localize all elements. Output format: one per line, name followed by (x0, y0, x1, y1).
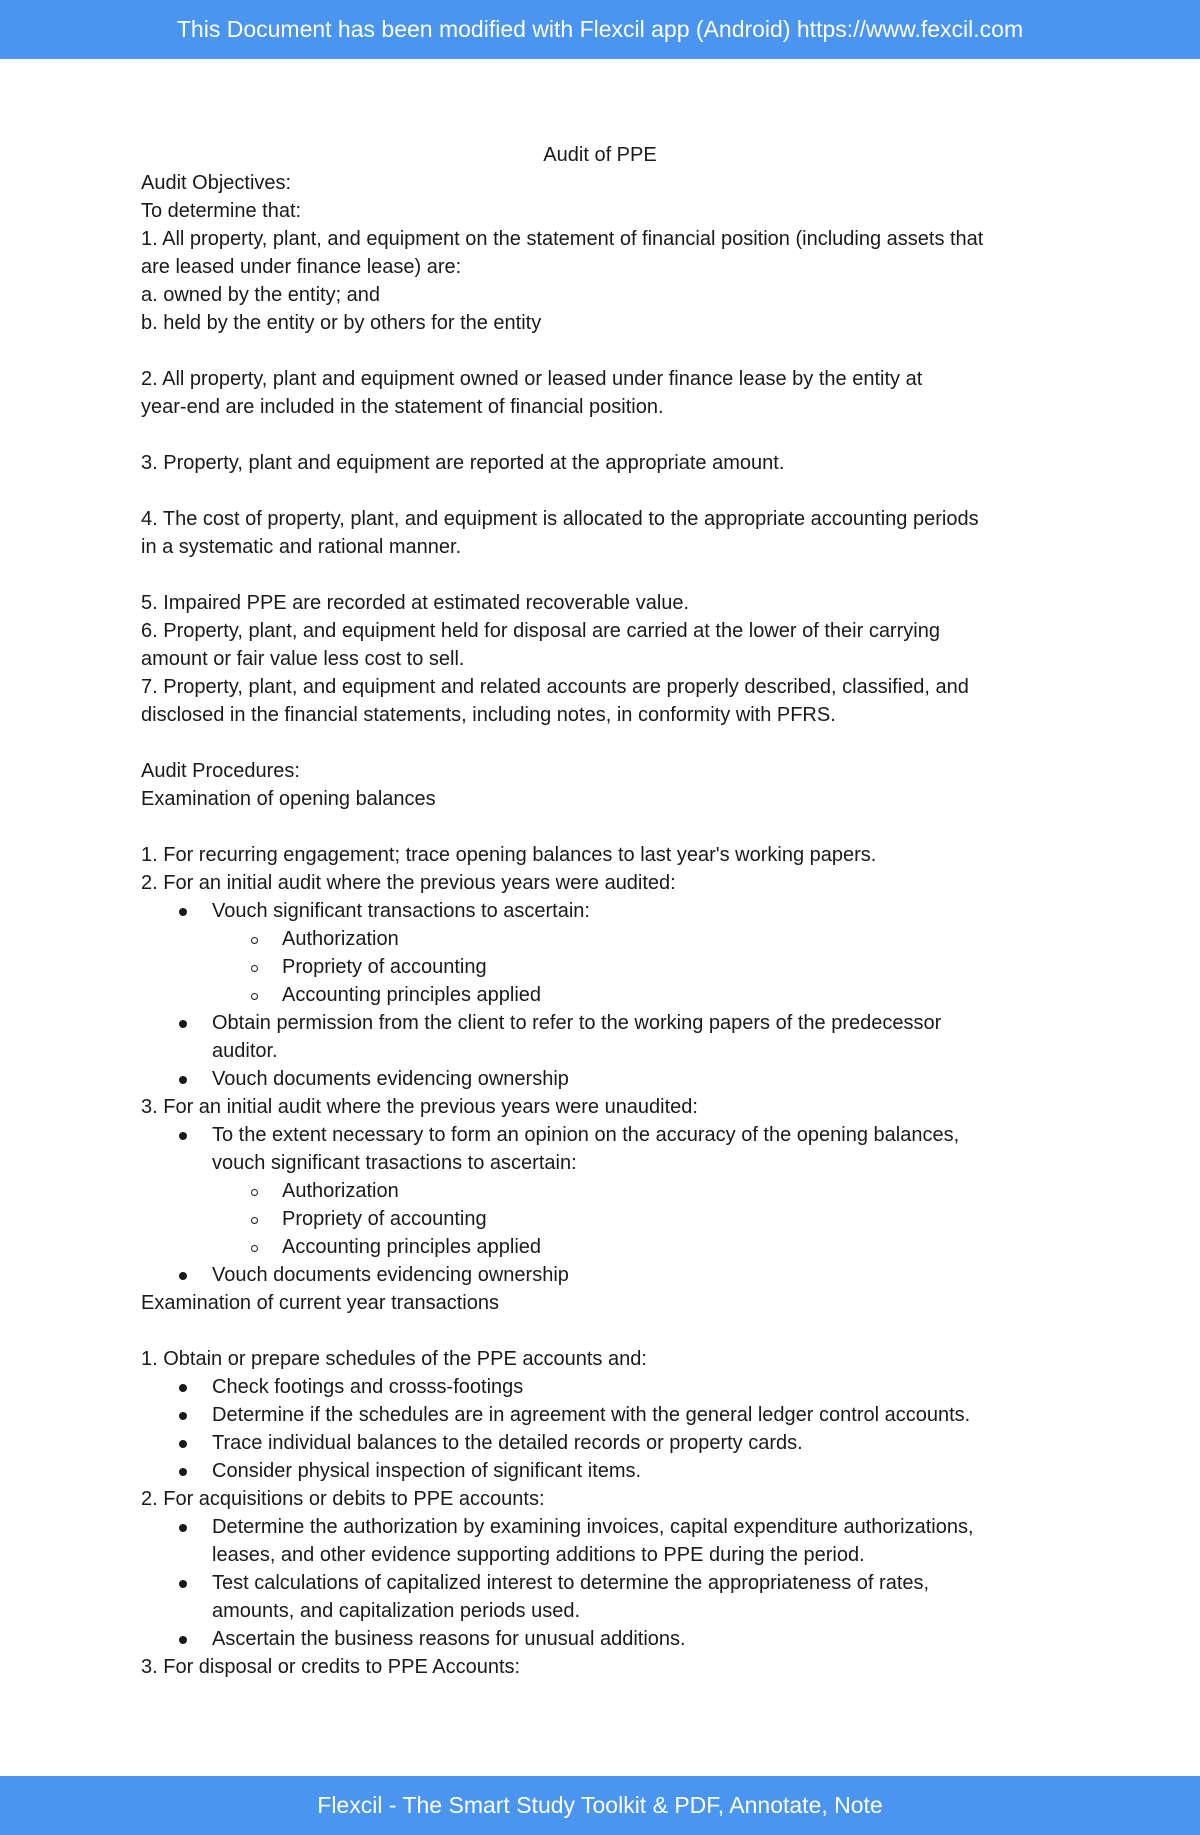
spacer (141, 421, 1061, 449)
objective-1-line-1: 1. All property, plant, and equipment on the statement of financial position (including assets that (141, 228, 984, 250)
list-item: Propriety of accounting (141, 1205, 1061, 1233)
objective-6-line-2: amount or fair value less cost to sell. (141, 648, 465, 670)
objective-1-a: a. owned by the entity; and (141, 284, 381, 306)
document-body (141, 141, 1061, 1681)
current-step-2: 2. For acquisitions or debits to PPE accounts: (141, 1488, 545, 1510)
list-item: Vouch documents evidencing ownership (141, 1065, 1061, 1093)
spacer (141, 729, 1061, 757)
list-item-line-1: Determine the authorization by examining invoices, capital expenditure authorizations, (212, 1516, 974, 1538)
list-item (141, 1121, 1061, 1177)
objective-4-line-2: in a systematic and rational manner. (141, 536, 462, 558)
objective-2-line-2: year-end are included in the statement of financial position. (141, 396, 664, 418)
objectives-intro: To determine that: (141, 200, 302, 222)
current-step-1: 1. Obtain or prepare schedules of the PPE accounts and: (141, 1348, 647, 1370)
list-item (141, 1513, 1061, 1569)
opening-step-3: 3. For an initial audit where the previous years were unaudited: (141, 1096, 698, 1118)
objective-3: 3. Property, plant and equipment are reported at the appropriate amount. (141, 452, 785, 474)
bottom-watermark-banner: Flexcil - The Smart Study Toolkit & PDF, Annotate, Note (0, 1776, 1200, 1835)
list-item-line-2: amounts, and capitalization periods used. (212, 1600, 581, 1622)
current-year-heading: Examination of current year transactions (141, 1292, 499, 1314)
procedures-heading: Audit Procedures: (141, 760, 300, 782)
top-watermark-banner: This Document has been modified with Flexcil app (Android) https://www.fexcil.com (0, 0, 1200, 59)
list-item (141, 1009, 1061, 1065)
opening-balances-heading: Examination of opening balances (141, 788, 436, 810)
list-item: Accounting principles applied (141, 1233, 1061, 1261)
objective-1-line-2: are leased under finance lease) are: (141, 256, 462, 278)
objectives-heading: Audit Objectives: (141, 172, 292, 194)
objective-5: 5. Impaired PPE are recorded at estimated recoverable value. (141, 592, 690, 614)
spacer (141, 561, 1061, 589)
objective-2-line-1: 2. All property, plant and equipment owned or leased under finance lease by the entity at (141, 368, 923, 390)
current-step-3: 3. For disposal or credits to PPE Accounts: (141, 1656, 521, 1678)
list-item-line-1: To the extent necessary to form an opinion on the accuracy of the opening balances, (212, 1124, 960, 1146)
spacer (141, 1317, 1061, 1345)
list-item-line-1: Test calculations of capitalized interest to determine the appropriateness of rates, (212, 1572, 930, 1594)
objective-7-line-2: disclosed in the financial statements, including notes, in conformity with PFRS. (141, 704, 836, 726)
list-item: Ascertain the business reasons for unusual additions. (141, 1625, 1061, 1653)
opening-step-2: 2. For an initial audit where the previous years were audited: (141, 872, 676, 894)
list-item: Authorization (141, 1177, 1061, 1205)
list-item: Determine if the schedules are in agreement with the general ledger control accounts. (141, 1401, 1061, 1429)
list-item: Propriety of accounting (141, 953, 1061, 981)
list-item: Vouch documents evidencing ownership (141, 1261, 1061, 1289)
document-title: Audit of PPE (543, 144, 657, 166)
list-item: Check footings and crosss-footings (141, 1373, 1061, 1401)
objective-1-b: b. held by the entity or by others for the entity (141, 312, 542, 334)
spacer (141, 477, 1061, 505)
list-item-line-2: leases, and other evidence supporting additions to PPE during the period. (212, 1544, 865, 1566)
list-item: Trace individual balances to the detailed records or property cards. (141, 1429, 1061, 1457)
objective-4-line-1: 4. The cost of property, plant, and equipment is allocated to the appropriate accounting periods (141, 508, 979, 530)
spacer (141, 337, 1061, 365)
list-item: Consider physical inspection of significant items. (141, 1457, 1061, 1485)
spacer (141, 813, 1061, 841)
list-item-line-1: Obtain permission from the client to refer to the working papers of the predecessor (212, 1012, 942, 1034)
objective-7-line-1: 7. Property, plant, and equipment and related accounts are properly described, classified, and (141, 676, 969, 698)
objective-6-line-1: 6. Property, plant, and equipment held for disposal are carried at the lower of their carrying (141, 620, 940, 642)
list-item-line-2: vouch significant trasactions to ascertain: (212, 1152, 577, 1174)
list-item: Accounting principles applied (141, 981, 1061, 1009)
list-item-line-2: auditor. (212, 1040, 278, 1062)
list-item (141, 1569, 1061, 1625)
list-item: Vouch significant transactions to ascertain: (141, 897, 1061, 925)
list-item: Authorization (141, 925, 1061, 953)
opening-step-1: 1. For recurring engagement; trace opening balances to last year's working papers. (141, 844, 877, 866)
